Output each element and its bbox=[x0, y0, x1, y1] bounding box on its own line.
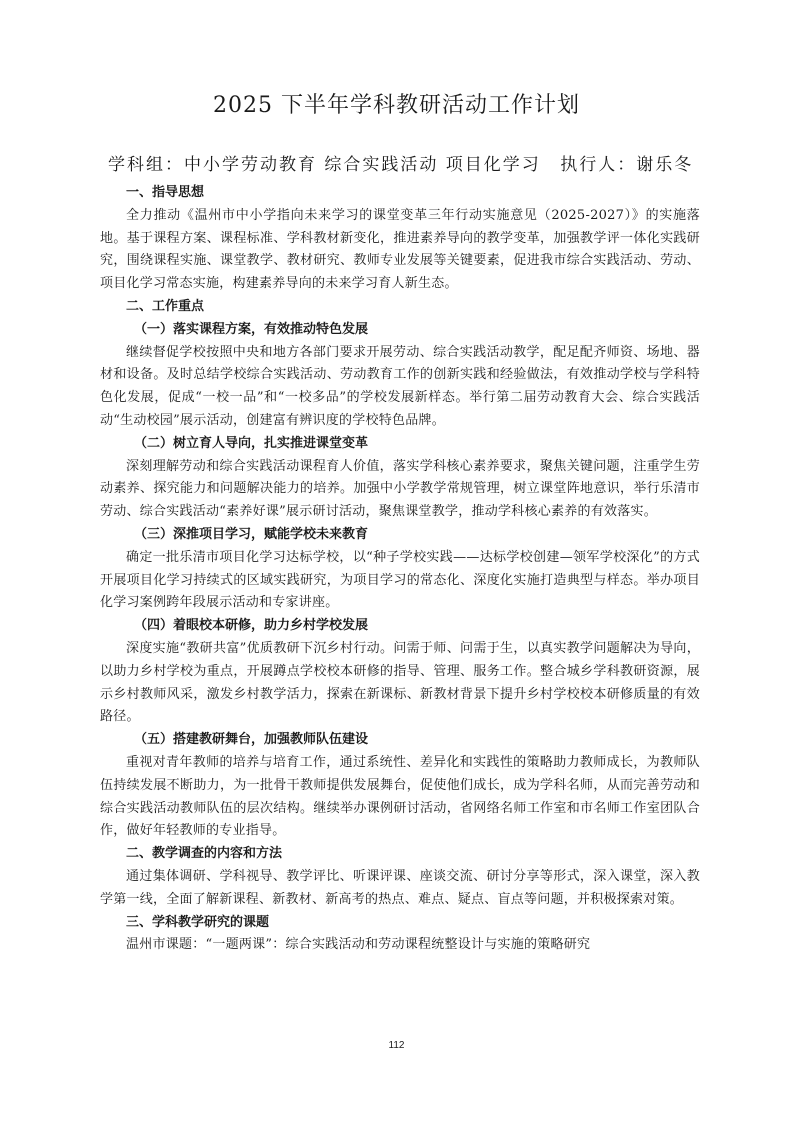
section-heading-teaching-survey: 二、教学调查的内容和方法 bbox=[126, 846, 283, 862]
section-heading-work-focus: 二、工作重点 bbox=[126, 298, 205, 314]
subtitle-line bbox=[108, 150, 705, 175]
paragraph-teaching-survey: 通过集体调研、学科视导、教学评比、听课评课、座谈交流、研讨分享等形式，深入课堂，深入教学第一线，全面了解新课程、新教材、新高考的热点、难点、疑点、盲点等问题，并积极探索对策。 bbox=[100, 868, 700, 907]
executor: 执行人：谢乐冬 bbox=[560, 155, 694, 175]
document-body bbox=[100, 182, 700, 957]
subsection-heading-1: （一）落实课程方案，有效推动特色发展 bbox=[134, 321, 369, 337]
subsection-heading-5: （五）搭建教研舞台，加强教师队伍建设 bbox=[134, 732, 369, 748]
subsection-heading-2: （二）树立育人导向，扎实推进课堂变革 bbox=[134, 435, 369, 451]
page-number: 112 bbox=[388, 1040, 405, 1051]
paragraph-subsection-3: 确定一批乐清市项目化学习达标学校，以“种子学校实践——达标学校创建—领军学校深化”的方式开展项目化学习持续式的区域实践研究，为项目学习的常态化、深度化实施打造典型与样态。举办项目化学习案例跨年段展示活动和专家讲座。 bbox=[100, 549, 700, 611]
paragraph-subsection-1: 继续督促学校按照中央和地方各部门要求开展劳动、综合实践活动教学，配足配齐师资、场地、器材和设备。及时总结学校综合实践活动、劳动教育工作的创新实践和经验做法，有效推动学校与学科特色化发展，促成“一校一品”和“一校多品”的学校发展新样态。举行第二届劳动教育大会、综合实践活动“生动校园”展示活动，创建富有辨识度的学校特色品牌。 bbox=[100, 344, 700, 428]
paragraph-guiding-ideology: 全力推动《温州市中小学指向未来学习的课堂变革三年行动实施意见（2025-2027）》的实施落地。基于课程方案、课程标准、学科教材新变化，推进素养导向的教学变革，加强教学评一体化实践研究，围绕课程实施、课堂教学、教材研究、教师专业发展等关键要素，促进我市综合实践活动、劳动、项目化学习常态实施，构建素养导向的未来学习育人新生态。 bbox=[100, 207, 700, 292]
paragraph-subsection-4: 深度实施“教研共富”优质教研下沉乡村行动。问需于师、问需于生，以真实教学问题解决为导向，以助力乡村学校为重点，开展蹲点学校校本研修的指导、管理、服务工作。整合城乡学科教研资源，展示乡村教师风采，激发乡村教学活力，探索在新课标、新教材背景下提升乡村学校校本研修质量的有效路径。 bbox=[100, 640, 700, 725]
paragraph-subsection-2: 深刻理解劳动和综合实践活动课程育人价值，落实学科核心素养要求，聚焦关键问题，注重学生劳动素养、探究能力和问题解决能力的培养。加强中小学教学常规管理，树立课堂阵地意识，举行乐清市劳动、综合实践活动“素养好课”展示研讨活动，聚焦课堂教学，推动学科核心素养的有效落实。 bbox=[100, 458, 700, 520]
subsection-heading-3: （三）深推项目学习，赋能学校未来教育 bbox=[134, 526, 369, 542]
paragraph-research-topics: 温州市课题：“一题两课”：综合实践活动和劳动课程统整设计与实施的策略研究 bbox=[126, 937, 591, 953]
paragraph-subsection-5: 重视对青年教师的培养与培育工作，通过系统性、差异化和实践性的策略助力教师成长，为教师队伍持续发展不断助力，为一批骨干教师提供发展舞台，促使他们成长，成为学科名师，从而完善劳动和综合实践活动教师队伍的层次结构。继续举办课例研讨活动，省网络名师工作室和市名师工作室团队合作，做好年轻教师的专业指导。 bbox=[100, 754, 700, 839]
document-title: 2025 下半年学科教研活动工作计划 bbox=[213, 93, 580, 118]
subsection-heading-4: （四）着眼校本研修，助力乡村学校发展 bbox=[134, 618, 369, 634]
section-heading-guiding-ideology: 一、指导思想 bbox=[126, 185, 205, 200]
subject-group: 学科组：中小学劳动教育 综合实践活动 项目化学习 bbox=[108, 155, 541, 175]
section-heading-research-topics: 三、学科教学研究的课题 bbox=[126, 914, 270, 930]
